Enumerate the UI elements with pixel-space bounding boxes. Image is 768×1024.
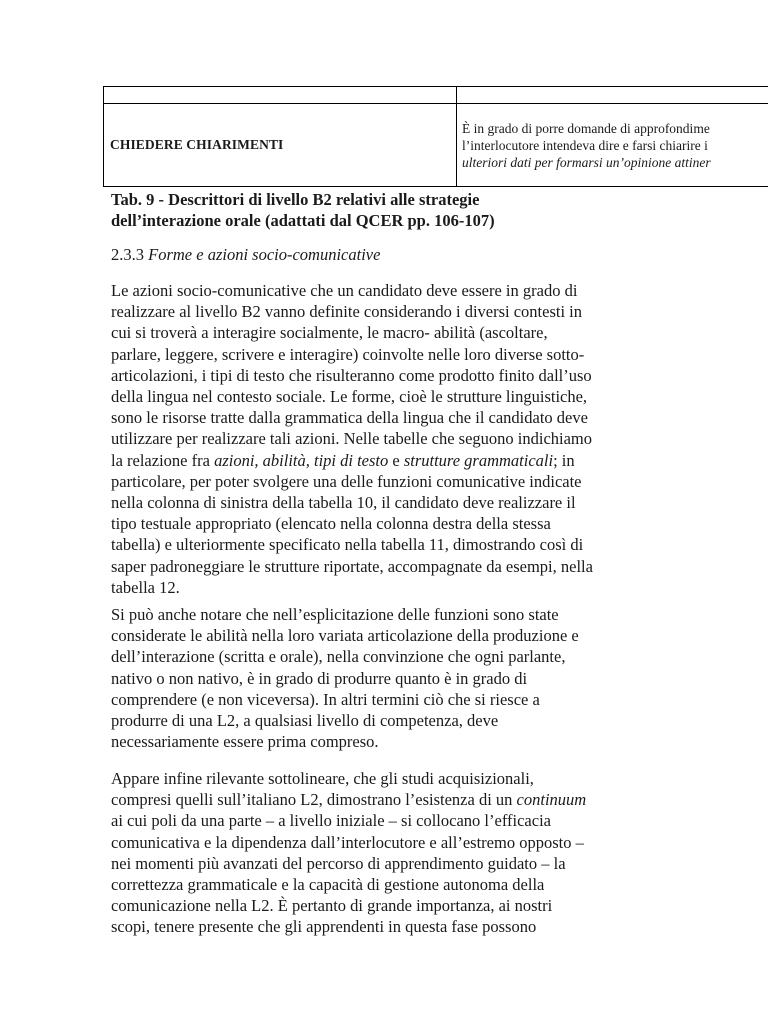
paragraph (111, 768, 671, 938)
section-title: Forme e azioni socio-comunicative (148, 245, 381, 264)
section-number: 2.3.3 (111, 245, 149, 264)
text-line: correttezza grammaticale e la capacità di gestione autonoma della (111, 875, 545, 895)
text-segment-italic: strutture grammaticali (403, 450, 554, 470)
table-header-row (104, 87, 768, 104)
text-line: comunicazione nella L2. È pertanto di grande importanza, ai nostri (111, 896, 553, 916)
text-line (111, 450, 671, 471)
caption-line: Tab. 9 - Descrittori di livello B2 relativi alle strategie (111, 190, 480, 209)
text-line: nei momenti più avanzati del percorso di apprendimento guidato – la (111, 853, 566, 873)
descriptor-line: ulteriori dati per formarsi un’opinione attiner (462, 154, 711, 170)
text-line: ai cui poli da una parte – a livello iniziale – si collocano l’efficacia (111, 811, 551, 831)
strategy-label: CHIEDERE CHIARIMENTI (110, 137, 284, 152)
text-line: Appare infine rilevante sottolineare, che gli studi acquisizionali, (111, 769, 534, 788)
text-segment: compresi quelli sull’italiano L2, dimostrano l’esistenza di un (111, 790, 517, 810)
descriptor-table (103, 86, 768, 187)
text-segment-italic: continuum (516, 790, 587, 810)
text-line: considerate le abilità nella loro variata articolazione della produzione e (111, 626, 579, 646)
caption-line: dell’interazione orale (adattati dal QCER pp. 106-107) (111, 211, 495, 230)
strategy-label-cell (104, 104, 457, 187)
descriptor-line: È in grado di porre domande di approfondime (462, 120, 710, 136)
text-line: dell’interazione (scritta e orale), nella convinzione che ogni parlante, (111, 647, 566, 667)
text-line: sono le risorse tratte dalla grammatica della lingua che il candidato deve (111, 408, 588, 428)
text-line: scopi, tenere presente che gli apprendenti in questa fase possono (111, 917, 537, 937)
text-segment: ; in (553, 450, 575, 470)
text-line: parlare, leggere, scrivere e interagire) coinvolte nelle loro diverse sotto- (111, 344, 585, 364)
table-caption (111, 189, 671, 231)
text-segment: la relazione fra (111, 450, 215, 470)
text-line: particolare, per poter svolgere una delle funzioni comunicative indicate (111, 471, 582, 491)
text-line: nativo o non nativo, è in grado di produrre quanto è in grado di (111, 668, 528, 688)
text-line: saper padroneggiare le strutture riportate, accompagnate da esempi, nella (111, 556, 593, 576)
paragraph (111, 604, 671, 752)
text-line: articolazioni, i tipi di testo che risulteranno come prodotto finito dall’uso (111, 365, 592, 385)
text-line: comprendere (e non viceversa). In altri termini ciò che si riesce a (111, 689, 540, 709)
table-cell (457, 87, 768, 104)
text-line: utilizzare per realizzare tali azioni. Nelle tabelle che seguono indichiamo (111, 429, 593, 449)
text-line: cui si troverà a interagire socialmente, le macro- abilità (ascoltare, (111, 323, 548, 343)
descriptor-cell (457, 104, 768, 187)
text-line: produrre di una L2, a qualsiasi livello di competenza, deve (111, 711, 499, 731)
text-line: tipo testuale appropriato (elencato nella colonna destra della stessa (111, 514, 551, 534)
paragraph (111, 280, 671, 598)
text-line (111, 789, 671, 810)
text-line: Le azioni socio-comunicative che un candidato deve essere in grado di (111, 281, 578, 300)
text-line: nella colonna di sinistra della tabella 10, il candidato deve realizzare il (111, 493, 576, 513)
section-heading (111, 244, 380, 265)
text-line: Si può anche notare che nell’esplicitazione delle funzioni sono state (111, 605, 559, 624)
table-cell (104, 87, 457, 104)
text-line: tabella 12. (111, 577, 180, 597)
text-line: realizzare al livello B2 vanno definite considerando i diversi contesti in (111, 302, 583, 322)
table-row (104, 104, 768, 187)
descriptor-line: l’interlocutore intendeva dire e farsi chiarire i (462, 137, 708, 153)
text-segment-italic: azioni, abilità, tipi di testo (214, 450, 389, 470)
text-line: necessariamente essere prima compreso. (111, 732, 379, 752)
text-line: tabella) e ulteriormente specificato nella tabella 11, dimostrando così di (111, 535, 584, 555)
text-segment: e (388, 450, 404, 470)
text-line: comunicativa e la dipendenza dall’interlocutore e all’estremo opposto – (111, 832, 584, 852)
text-line: della lingua nel contesto sociale. Le forme, cioè le strutture linguistiche, (111, 387, 588, 407)
